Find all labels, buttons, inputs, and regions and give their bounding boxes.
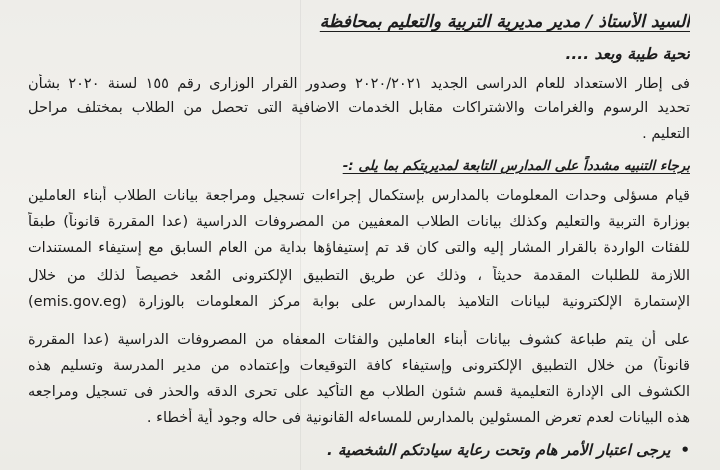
salutation-line: السيد الأستاذ / مدير مديرية التربية والتعليم بمحافظة	[319, 12, 690, 32]
paragraph2-line2: بوزارة التربية والتعليم وكذلك بيانات الطلاب المعفيين من المصروفات الدراسية (عدا المقررة قانوناً) طبقاً	[28, 214, 690, 230]
paragraph1-line1: فى إطار الاستعداد للعام الدراسى الجديد ٢٠٢٠/٢٠٢١ وصدور القرار الوزارى رقم ١٥٥ لسنة ٢٠٢٠ بشأن	[28, 76, 690, 92]
paragraph3-line4: هذه البيانات لعدم تعرض المسئولين بالمدارس للمساءله القانونية فى حاله وجود أية أخطاء .	[146, 410, 690, 426]
paragraph1-line2: تحديد الرسوم والغرامات والاشتراكات مقابل الخدمات الاضافية التى تحصل من الطلاب بمختلف مراحل	[28, 100, 690, 116]
paragraph3-line2: قانوناً) من خلال التطبيق الإلكترونى وإستيفاء كافة التوقيعات وإعتماده من مدير المدرسة وتسليم هذه	[28, 358, 690, 374]
greeting-line: تحية طيبة وبعد ....	[565, 45, 690, 63]
bullet-icon: •	[680, 441, 690, 459]
closing-line	[28, 440, 690, 460]
paragraph3-line1: على أن يتم طباعة كشوف بيانات أبناء العاملين والفئات المعفاه من المصروفات الدراسية (عدا المقررة	[28, 332, 690, 348]
paragraph2-line1: قيام مسؤلى وحدات المعلومات بالمدارس بإستكمال إجراءات تسجيل ومراجعة بيانات الطلاب أبناء العاملين	[28, 188, 690, 204]
paragraph2-line3: للفئات الواردة بالقرار المشار إليه والتى كان قد تم إستيفاؤها بداية من العام السابق مع إستيفاء المستندات	[28, 240, 690, 256]
instruction-heading: برجاء التنبيه مشدداً على المدارس التابعة لمديريتكم بما يلى :-	[342, 158, 690, 174]
paragraph1-line3: التعليم .	[642, 126, 690, 142]
paragraph2-line5: الإستمارة الإلكترونية لبيانات التلاميذ بالمدارس على بوابة مركز المعلومات بالوزارة (emis.gov.eg)	[28, 294, 690, 310]
paragraph3-line3: الكشوف الى الإدارة التعليمية قسم شئون الطلاب مع التأكيد على تحرى الدقه والحذر فى تسجيل ومراجعه	[28, 384, 690, 400]
closing-text: يرجى اعتبار الأمر هام وتحت رعاية سيادتكم الشخصية .	[326, 441, 671, 459]
paragraph2-line4: اللازمة للطلبات المقدمة حديثاً ، وذلك عن طريق التطبيق الإلكترونى المُعد خصيصاً لذلك من خلال	[28, 268, 690, 284]
